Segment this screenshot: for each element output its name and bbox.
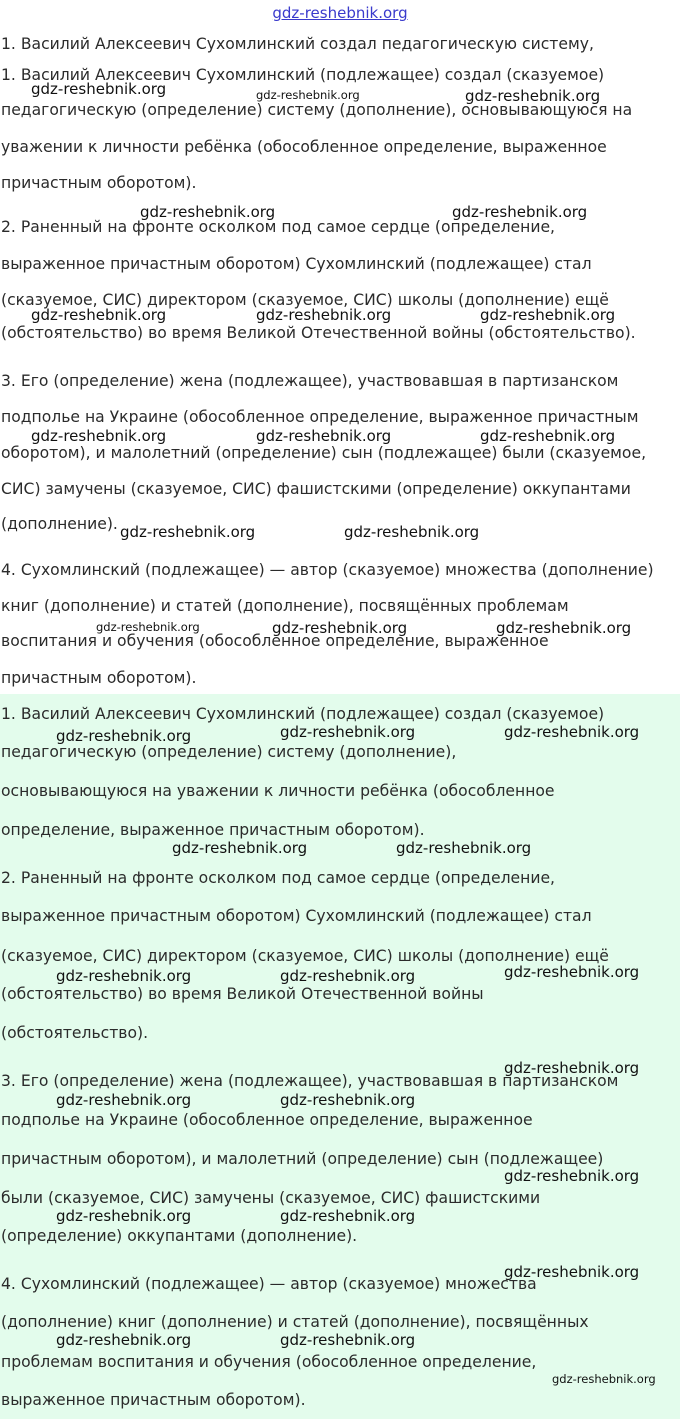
text-line: педагогическую (определение) систему (дополнение), <box>1 743 457 761</box>
text-line: (обстоятельство) во время Великой Отечественной войны <box>1 985 484 1003</box>
text-line: были (сказуемое, СИС) замучены (сказуемое, СИС) фашистскими <box>1 1189 541 1207</box>
watermark: gdz-reshebnik.org <box>280 723 416 741</box>
text-line: (определение) оккупантами (дополнение). <box>1 1227 358 1245</box>
text-line: (сказуемое, СИС) директором (сказуемое, СИС) школы (дополнение) ещё <box>1 947 609 965</box>
watermark: gdz-reshebnik.org <box>504 723 640 741</box>
watermark: gdz-reshebnik.org <box>504 963 640 981</box>
text-line: выраженное причастным оборотом). <box>1 1391 306 1409</box>
text-line: 3. Его (определение) жена (подлежащее), участвовавшая в партизанском <box>1 372 619 390</box>
watermark: gdz-reshebnik.org <box>172 839 308 857</box>
text-line: СИС) замучены (сказуемое, СИС) фашистскими (определение) оккупантами <box>1 480 631 498</box>
watermark: gdz-reshebnik.org <box>480 306 616 324</box>
text-line: причастным оборотом). <box>1 669 197 687</box>
watermark: gdz-reshebnik.org <box>56 1331 192 1349</box>
text-line: оборотом), и малолетний (определение) сын (подлежащее) были (сказуемое, <box>1 444 647 462</box>
watermark: gdz-reshebnik.org <box>504 1059 640 1077</box>
watermark: gdz-reshebnik.org <box>140 203 276 221</box>
text-line: определение, выраженное причастным оборотом). <box>1 821 425 839</box>
watermark: gdz-reshebnik.org <box>552 1372 656 1386</box>
watermark: gdz-reshebnik.org <box>256 88 360 102</box>
watermark: gdz-reshebnik.org <box>31 80 167 98</box>
watermark: gdz-reshebnik.org <box>56 727 192 745</box>
watermark: gdz-reshebnik.org <box>120 523 256 541</box>
text-line: выраженное причастным оборотом) Сухомлинский (подлежащее) стал <box>1 255 592 273</box>
question-section <box>0 26 680 694</box>
watermark: gdz-reshebnik.org <box>280 1331 416 1349</box>
text-line: основывающуюся на уважении к личности ребёнка (обособленное <box>1 782 555 800</box>
text-line: выраженное причастным оборотом) Сухомлинский (подлежащее) стал <box>1 907 592 925</box>
text-line: 1. Василий Алексеевич Сухомлинский создал педагогическую систему, <box>1 35 594 53</box>
text-line: проблемам воспитания и обучения (обособленное определение, <box>1 1353 537 1371</box>
text-line: 1. Василий Алексеевич Сухомлинский (подлежащее) создал (сказуемое) <box>1 66 605 84</box>
watermark: gdz-reshebnik.org <box>272 619 408 637</box>
watermark: gdz-reshebnik.org <box>56 1091 192 1109</box>
watermark: gdz-reshebnik.org <box>504 1167 640 1185</box>
answer-section <box>0 694 680 1419</box>
watermark: gdz-reshebnik.org <box>256 306 392 324</box>
watermark: gdz-reshebnik.org <box>280 967 416 985</box>
text-line: воспитания и обучения (обособленное определение, выраженное <box>1 632 549 650</box>
text-line: 3. Его (определение) жена (подлежащее), участвовавшая в партизанском <box>1 1072 619 1090</box>
watermark: gdz-reshebnik.org <box>504 1263 640 1281</box>
text-line: (обстоятельство). <box>1 1024 149 1042</box>
text-line: причастным оборотом). <box>1 174 197 192</box>
watermark: gdz-reshebnik.org <box>280 1091 416 1109</box>
watermark: gdz-reshebnik.org <box>256 427 392 445</box>
watermark: gdz-reshebnik.org <box>496 619 632 637</box>
text-line: (дополнение). <box>1 515 118 533</box>
text-line: подполье на Украине (обособленное определение, выраженное <box>1 1111 533 1129</box>
text-line: подполье на Украине (обособленное определение, выраженное причастным <box>1 408 639 426</box>
watermark: gdz-reshebnik.org <box>56 1207 192 1225</box>
watermark: gdz-reshebnik.org <box>396 839 532 857</box>
watermark: gdz-reshebnik.org <box>31 427 167 445</box>
watermark: gdz-reshebnik.org <box>452 203 588 221</box>
text-line: 2. Раненный на фронте осколком под самое сердце (определение, <box>1 218 556 236</box>
text-line: (сказуемое, СИС) директором (сказуемое, СИС) школы (дополнение) ещё <box>1 291 609 309</box>
site-link[interactable]: gdz-reshebnik.org <box>272 4 408 22</box>
text-line: (обстоятельство) во время Великой Отечественной войны (обстоятельство). <box>1 324 636 342</box>
watermark: gdz-reshebnik.org <box>56 967 192 985</box>
site-header <box>0 0 680 26</box>
text-line: 4. Сухомлинский (подлежащее) — автор (сказуемое) множества (дополнение) <box>1 561 654 579</box>
text-line: 2. Раненный на фронте осколком под самое сердце (определение, <box>1 869 556 887</box>
watermark: gdz-reshebnik.org <box>480 427 616 445</box>
text-line: 4. Сухомлинский (подлежащее) — автор (сказуемое) множества <box>1 1275 537 1293</box>
watermark: gdz-reshebnik.org <box>280 1207 416 1225</box>
text-line: уважении к личности ребёнка (обособленное определение, выраженное <box>1 138 607 156</box>
watermark: gdz-reshebnik.org <box>96 620 200 634</box>
text-line: книг (дополнение) и статей (дополнение), посвящённых проблемам <box>1 597 569 615</box>
watermark: gdz-reshebnik.org <box>31 306 167 324</box>
text-line: причастным оборотом), и малолетний (определение) сын (подлежащее) <box>1 1150 604 1168</box>
text-line: (дополнение) книг (дополнение) и статей (дополнение), посвящённых <box>1 1313 589 1331</box>
text-line: педагогическую (определение) систему (дополнение), основывающуюся на <box>1 101 633 119</box>
text-line: 1. Василий Алексеевич Сухомлинский (подлежащее) создал (сказуемое) <box>1 705 605 723</box>
watermark: gdz-reshebnik.org <box>344 523 480 541</box>
watermark: gdz-reshebnik.org <box>465 87 601 105</box>
